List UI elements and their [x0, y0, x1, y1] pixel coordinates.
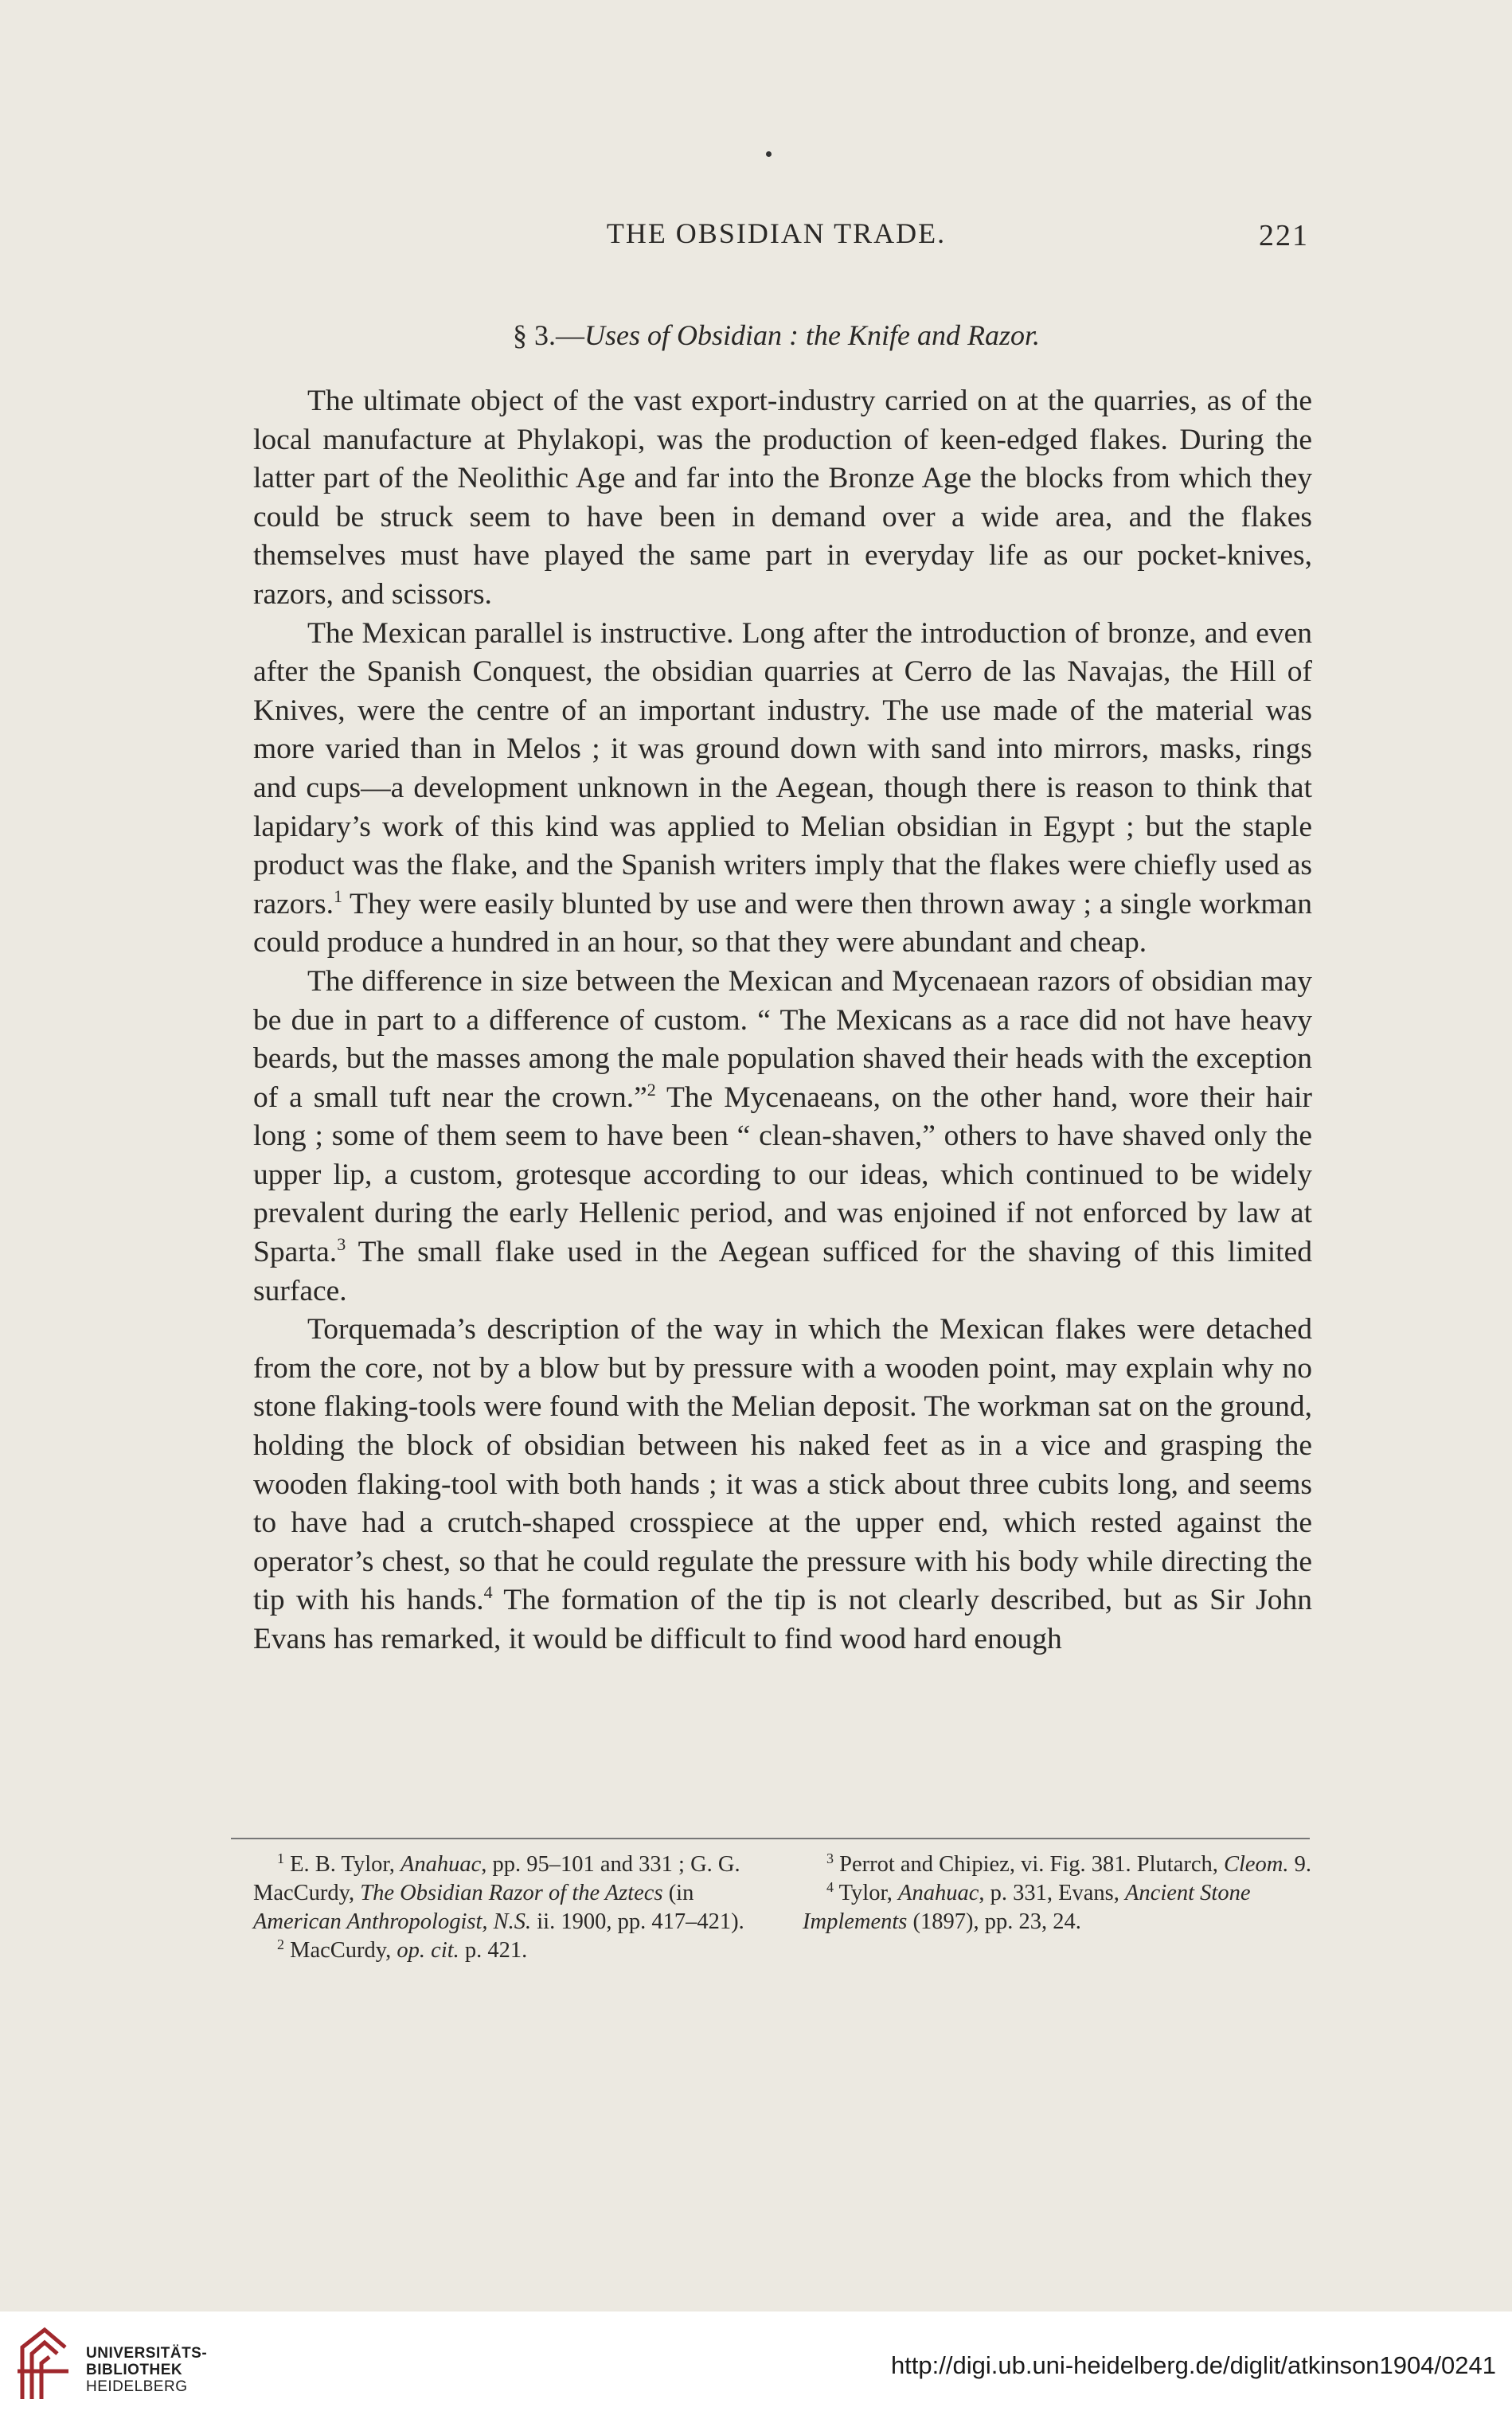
text-run: (1897), pp. 23, 24.: [907, 1909, 1081, 1934]
footnote: [253, 1936, 763, 1965]
library-logo-text: [86, 2345, 207, 2395]
text-run: Tylor,: [834, 1881, 899, 1905]
text-run: The small flake used in the Aegean sufficed for the shaving of this limited surface.: [253, 1236, 1312, 1307]
text-run: Perrot and Chipiez, vi. Fig. 381. Plutarch,: [834, 1852, 1224, 1877]
text-run: Torquemada’s description of the way in which the Mexican flakes were detached from the core, not by a blow but by pressure with a wooden point, may explain why no stone flaking-tools were found with the Melian deposit. The workman sat on the ground, holding the block of obsidian between his naked feet as in a vice and grasping the wooden flaking-tool with both hands ; it was a stick about three cubits long, and seems to have had a crutch-shaped crosspiece at the upper end, which rested against the operator’s chest, so that he could regulate the pressure with his body while directing the tip with his hands.: [253, 1313, 1312, 1617]
footnotes: [253, 1850, 1312, 1965]
digitization-footer: [0, 2311, 1512, 2415]
text-run: , p. 331, Evans,: [979, 1881, 1126, 1905]
paragraph: [253, 382, 1312, 615]
text-run: The Mycenaeans, on the other hand, wore their hair long ; some of them seem to have been “ clean-shaven,” others to have shaved only the upper lip, a custom, grotesque according to our ideas, which continued to be widely prevalent during the early Hellenic period, and was enjoined if not enforced by law at Sparta.: [253, 1080, 1312, 1269]
footnote-marker: 1: [277, 1850, 284, 1866]
italic-text: Cleom.: [1223, 1852, 1289, 1877]
paragraph: [253, 1311, 1312, 1659]
logo-line-1: UNIVERSITÄTS-: [86, 2345, 208, 2362]
ink-speck: [766, 151, 772, 157]
footnote-marker: 3: [826, 1850, 834, 1866]
library-logo-icon: [13, 2323, 75, 2403]
italic-text: The Obsidian Razor of the Aztecs: [360, 1881, 663, 1905]
running-title: THE OBSIDIAN TRADE.: [606, 217, 947, 249]
text-run: The difference in size between the Mexican and Mycenaean razors of obsidian may be due in part to a difference of custom. “ The Mexicans as a race did not have heavy beards, but the masses among the male population shaved their heads with the exception of a small tuft near the crown.”: [253, 964, 1312, 1114]
section-heading: [239, 318, 1314, 352]
body-text: [253, 382, 1312, 1659]
footnote-rule: [231, 1838, 1310, 1839]
text-run: MacCurdy,: [284, 1938, 397, 1963]
footnote-marker: 4: [826, 1879, 834, 1895]
text-run: (in: [662, 1881, 694, 1905]
footnote-marker: 4: [483, 1582, 493, 1603]
logo-line-2: BIBLIOTHEK: [86, 2362, 183, 2378]
paragraph: [253, 615, 1312, 963]
text-run: , pp. 95–101 and 331 ; G. G. MacCurdy,: [253, 1852, 740, 1905]
footnote: [803, 1879, 1312, 1936]
footnotes-right-column: [803, 1850, 1312, 1965]
text-run: E. B. Tylor,: [284, 1852, 400, 1877]
text-run: They were easily blunted by use and were then thrown away ; a single workman could produce a hundred in an hour, so that they were abundant and cheap.: [253, 887, 1312, 959]
text-run: ii. 1900, pp. 417–421).: [531, 1909, 744, 1934]
footnote: [253, 1850, 763, 1936]
section-title: Uses of Obsidian : the Knife and Razor.: [584, 319, 1040, 351]
italic-text: Anahuac: [898, 1881, 979, 1905]
page-number: 221: [1259, 219, 1309, 252]
text-run: The ultimate object of the vast export-industry carried on at the quarries, as of the local manufacture at Phylakopi, was the production of keen-edged flakes. During the latter part of the Neolithic Age and far into the Bronze Age the blocks from which they could be struck seem to have been in demand over a wide area, and the flakes themselves must have played the same part in everyday life as our pocket-knives, razors, and scissors.: [253, 385, 1312, 611]
text-run: p. 421.: [459, 1938, 528, 1963]
footnote-marker: 3: [337, 1234, 346, 1255]
text-run: The formation of the tip is not clearly described, but as Sir John Evans has remarked, it would be difficult to find wood hard enough: [253, 1584, 1312, 1655]
source-url-link[interactable]: http://digi.ub.uni-heidelberg.de/diglit/atkinson1904/0241: [890, 2351, 1496, 2379]
italic-text: American Anthropologist, N.S.: [253, 1909, 532, 1934]
section-number: § 3.—: [513, 319, 584, 351]
footnote-marker: 2: [647, 1079, 656, 1100]
text-run: The Mexican parallel is instructive. Long after the introduction of bronze, and even after the Spanish Conquest, the obsidian quarries at Cerro de las Navajas, the Hill of Knives, were the centre of an important industry. The use made of the material was more varied than in Melos ; it was ground down with sand into mirrors, masks, rings and cups—a development unknown in the Aegean, though there is reason to think that lapidary’s work of this kind was applied to Melian obsidian in Egypt ; but the staple product was the flake, and the Spanish writers imply that the flakes were chiefly used as razors.: [253, 616, 1312, 920]
italic-text: op. cit.: [397, 1938, 459, 1963]
italic-text: Anahuac: [400, 1852, 482, 1877]
paragraph: [253, 963, 1312, 1311]
text-run: 9.: [1288, 1852, 1312, 1877]
footnote-marker: 2: [277, 1936, 284, 1952]
footnote-marker: 1: [333, 885, 342, 906]
footnotes-left-column: [253, 1850, 763, 1965]
italic-text: Ancient Stone Implements: [803, 1881, 1251, 1934]
footnote: [803, 1850, 1312, 1879]
logo-line-3: HEIDELBERG: [86, 2378, 188, 2395]
